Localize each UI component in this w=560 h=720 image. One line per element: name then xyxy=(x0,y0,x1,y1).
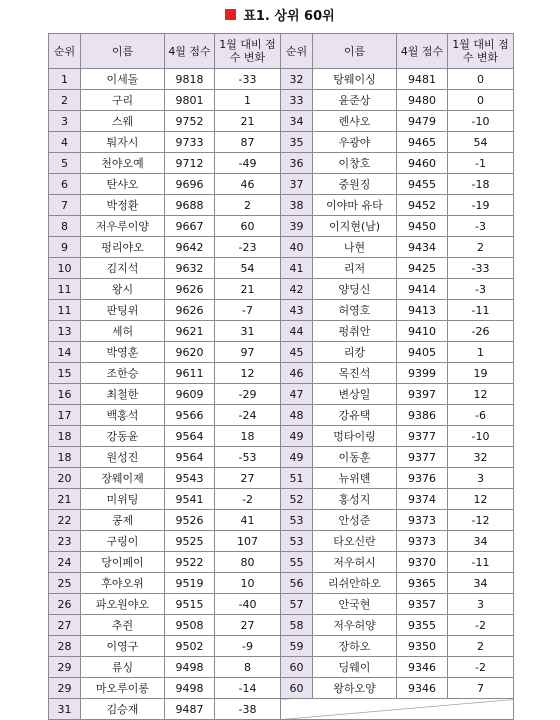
cell-change: 32 xyxy=(448,447,514,468)
cell-name: 양딩신 xyxy=(313,279,397,300)
cell-rank: 57 xyxy=(281,594,313,615)
cell-change: -9 xyxy=(215,636,281,657)
cell-score: 9376 xyxy=(397,468,448,489)
cell-score: 9399 xyxy=(397,363,448,384)
cell-score: 9688 xyxy=(165,195,215,216)
table-row xyxy=(49,426,514,447)
cell-name: 파오원야오 xyxy=(81,594,165,615)
cell-change: -3 xyxy=(448,216,514,237)
cell-score: 9801 xyxy=(165,90,215,111)
cell-rank: 49 xyxy=(281,426,313,447)
table-row xyxy=(49,90,514,111)
cell-name: 멍타이링 xyxy=(313,426,397,447)
cell-score: 9465 xyxy=(397,132,448,153)
cell-rank: 51 xyxy=(281,468,313,489)
cell-change: 3 xyxy=(448,594,514,615)
cell-name: 마오루이롱 xyxy=(81,678,165,699)
cell-rank: 5 xyxy=(49,153,81,174)
cell-change: 8 xyxy=(215,657,281,678)
cell-rank: 53 xyxy=(281,531,313,552)
cell-name: 리저 xyxy=(313,258,397,279)
cell-name: 후야오위 xyxy=(81,573,165,594)
cell-name: 탄샤오 xyxy=(81,174,165,195)
cell-score: 9626 xyxy=(165,300,215,321)
cell-change: 12 xyxy=(215,363,281,384)
header-change: 1월 대비 점수 변화 xyxy=(215,34,281,69)
cell-rank: 32 xyxy=(281,69,313,90)
cell-name: 박영훈 xyxy=(81,342,165,363)
cell-rank: 58 xyxy=(281,615,313,636)
cell-score: 9373 xyxy=(397,531,448,552)
cell-rank: 17 xyxy=(49,405,81,426)
cell-name: 강유택 xyxy=(313,405,397,426)
table-row xyxy=(49,321,514,342)
cell-change: -14 xyxy=(215,678,281,699)
cell-change: -23 xyxy=(215,237,281,258)
cell-name: 리캉 xyxy=(313,342,397,363)
cell-change: -33 xyxy=(448,258,514,279)
cell-change: 19 xyxy=(448,363,514,384)
cell-rank: 15 xyxy=(49,363,81,384)
cell-score: 9566 xyxy=(165,405,215,426)
cell-rank: 48 xyxy=(281,405,313,426)
cell-change: 12 xyxy=(448,489,514,510)
table-row xyxy=(49,132,514,153)
cell-rank: 14 xyxy=(49,342,81,363)
cell-rank: 25 xyxy=(49,573,81,594)
header-rank: 순위 xyxy=(281,34,313,69)
cell-rank: 37 xyxy=(281,174,313,195)
cell-score: 9632 xyxy=(165,258,215,279)
cell-score: 9357 xyxy=(397,594,448,615)
cell-name: 판팅위 xyxy=(81,300,165,321)
cell-name: 이영구 xyxy=(81,636,165,657)
cell-change: 10 xyxy=(215,573,281,594)
cell-name: 스웨 xyxy=(81,111,165,132)
cell-score: 9526 xyxy=(165,510,215,531)
cell-change: 21 xyxy=(215,279,281,300)
cell-change: 87 xyxy=(215,132,281,153)
cell-change: 0 xyxy=(448,69,514,90)
cell-score: 9455 xyxy=(397,174,448,195)
cell-score: 9377 xyxy=(397,447,448,468)
cell-name: 세허 xyxy=(81,321,165,342)
cell-score: 9434 xyxy=(397,237,448,258)
cell-rank: 31 xyxy=(49,699,81,720)
table-row xyxy=(49,237,514,258)
cell-score: 9365 xyxy=(397,573,448,594)
cell-rank: 44 xyxy=(281,321,313,342)
table-row xyxy=(49,216,514,237)
cell-rank: 11 xyxy=(49,300,81,321)
cell-change: 27 xyxy=(215,615,281,636)
cell-rank: 3 xyxy=(49,111,81,132)
cell-name: 나현 xyxy=(313,237,397,258)
cell-score: 9564 xyxy=(165,426,215,447)
cell-rank: 7 xyxy=(49,195,81,216)
cell-score: 9374 xyxy=(397,489,448,510)
header-score: 4월 점수 xyxy=(397,34,448,69)
cell-rank: 6 xyxy=(49,174,81,195)
cell-rank: 59 xyxy=(281,636,313,657)
cell-name: 저우허시 xyxy=(313,552,397,573)
cell-score: 9642 xyxy=(165,237,215,258)
cell-change: 54 xyxy=(448,132,514,153)
cell-change: -49 xyxy=(215,153,281,174)
cell-score: 9522 xyxy=(165,552,215,573)
cell-change: 2 xyxy=(448,237,514,258)
cell-name: 왕하오양 xyxy=(313,678,397,699)
cell-rank: 23 xyxy=(49,531,81,552)
cell-score: 9712 xyxy=(165,153,215,174)
cell-change: -26 xyxy=(448,321,514,342)
cell-score: 9346 xyxy=(397,678,448,699)
ranking-table xyxy=(48,33,514,720)
cell-change: -38 xyxy=(215,699,281,720)
table-row xyxy=(49,489,514,510)
cell-rank: 1 xyxy=(49,69,81,90)
cell-name: 펑리야오 xyxy=(81,237,165,258)
cell-score: 9479 xyxy=(397,111,448,132)
cell-change: 27 xyxy=(215,468,281,489)
table-row xyxy=(49,510,514,531)
cell-rank: 53 xyxy=(281,510,313,531)
cell-rank: 20 xyxy=(49,468,81,489)
cell-rank: 26 xyxy=(49,594,81,615)
cell-change: -10 xyxy=(448,111,514,132)
cell-score: 9346 xyxy=(397,657,448,678)
cell-change: 1 xyxy=(215,90,281,111)
cell-change: 2 xyxy=(215,195,281,216)
table-row xyxy=(49,552,514,573)
cell-change: 0 xyxy=(448,90,514,111)
cell-rank: 18 xyxy=(49,447,81,468)
cell-name: 강동윤 xyxy=(81,426,165,447)
table-row xyxy=(49,678,514,699)
cell-score: 9667 xyxy=(165,216,215,237)
table-caption xyxy=(0,0,560,28)
cell-name: 이동훈 xyxy=(313,447,397,468)
cell-rank: 9 xyxy=(49,237,81,258)
cell-rank: 52 xyxy=(281,489,313,510)
cell-score: 9498 xyxy=(165,657,215,678)
cell-score: 9425 xyxy=(397,258,448,279)
cell-score: 9452 xyxy=(397,195,448,216)
cell-change: 18 xyxy=(215,426,281,447)
table-row xyxy=(49,174,514,195)
cell-name: 원성진 xyxy=(81,447,165,468)
cell-name: 미위팅 xyxy=(81,489,165,510)
table-row xyxy=(49,405,514,426)
cell-change: -3 xyxy=(448,279,514,300)
cell-rank: 33 xyxy=(281,90,313,111)
cell-score: 9611 xyxy=(165,363,215,384)
table-row xyxy=(49,447,514,468)
cell-rank: 16 xyxy=(49,384,81,405)
cell-rank: 41 xyxy=(281,258,313,279)
cell-name: 이창호 xyxy=(313,153,397,174)
cell-score: 9696 xyxy=(165,174,215,195)
cell-change: -2 xyxy=(448,615,514,636)
cell-change: -19 xyxy=(448,195,514,216)
cell-change: 80 xyxy=(215,552,281,573)
cell-change: -29 xyxy=(215,384,281,405)
cell-name: 구링이 xyxy=(81,531,165,552)
cell-name: 콩제 xyxy=(81,510,165,531)
cell-name: 리쉬안하오 xyxy=(313,573,397,594)
cell-score: 9386 xyxy=(397,405,448,426)
table-row xyxy=(49,657,514,678)
cell-score: 9397 xyxy=(397,384,448,405)
cell-name: 구리 xyxy=(81,90,165,111)
cell-name: 장하오 xyxy=(313,636,397,657)
table-row xyxy=(49,384,514,405)
table-row xyxy=(49,300,514,321)
cell-name: 저우루이양 xyxy=(81,216,165,237)
cell-rank: 43 xyxy=(281,300,313,321)
cell-change: 7 xyxy=(448,678,514,699)
cell-score: 9621 xyxy=(165,321,215,342)
cell-name: 롄샤오 xyxy=(313,111,397,132)
cell-change: -12 xyxy=(448,510,514,531)
cell-name: 딩웨이 xyxy=(313,657,397,678)
table-row xyxy=(49,636,514,657)
cell-name: 목진석 xyxy=(313,363,397,384)
cell-name: 최철한 xyxy=(81,384,165,405)
cell-change: 34 xyxy=(448,573,514,594)
cell-rank: 27 xyxy=(49,615,81,636)
cell-score: 9480 xyxy=(397,90,448,111)
table-row xyxy=(49,111,514,132)
cell-rank: 28 xyxy=(49,636,81,657)
cell-change: -1 xyxy=(448,153,514,174)
empty-cell xyxy=(281,699,514,720)
cell-score: 9413 xyxy=(397,300,448,321)
cell-rank: 22 xyxy=(49,510,81,531)
cell-change: 1 xyxy=(448,342,514,363)
cell-name: 이세돌 xyxy=(81,69,165,90)
cell-change: 21 xyxy=(215,111,281,132)
cell-change: -7 xyxy=(215,300,281,321)
cell-name: 홍성지 xyxy=(313,489,397,510)
cell-rank: 11 xyxy=(49,279,81,300)
cell-score: 9752 xyxy=(165,111,215,132)
cell-name: 천야오예 xyxy=(81,153,165,174)
cell-change: 31 xyxy=(215,321,281,342)
table-row xyxy=(49,153,514,174)
cell-rank: 45 xyxy=(281,342,313,363)
cell-rank: 35 xyxy=(281,132,313,153)
cell-score: 9609 xyxy=(165,384,215,405)
cell-change: -6 xyxy=(448,405,514,426)
table-row xyxy=(49,342,514,363)
cell-rank: 8 xyxy=(49,216,81,237)
cell-rank: 13 xyxy=(49,321,81,342)
cell-name: 변상일 xyxy=(313,384,397,405)
cell-rank: 39 xyxy=(281,216,313,237)
cell-score: 9564 xyxy=(165,447,215,468)
header-change: 1월 대비 점수 변화 xyxy=(448,34,514,69)
cell-change: 34 xyxy=(448,531,514,552)
header-score: 4월 점수 xyxy=(165,34,215,69)
header-name: 이름 xyxy=(81,34,165,69)
cell-rank: 18 xyxy=(49,426,81,447)
cell-name: 당이페이 xyxy=(81,552,165,573)
cell-score: 9377 xyxy=(397,426,448,447)
cell-rank: 56 xyxy=(281,573,313,594)
cell-score: 9498 xyxy=(165,678,215,699)
cell-name: 왕시 xyxy=(81,279,165,300)
cell-change: -2 xyxy=(448,657,514,678)
cell-score: 9541 xyxy=(165,489,215,510)
cell-change: -18 xyxy=(448,174,514,195)
cell-score: 9410 xyxy=(397,321,448,342)
cell-name: 추쥔 xyxy=(81,615,165,636)
table-row xyxy=(49,531,514,552)
cell-score: 9626 xyxy=(165,279,215,300)
cell-score: 9525 xyxy=(165,531,215,552)
cell-change: 3 xyxy=(448,468,514,489)
cell-score: 9350 xyxy=(397,636,448,657)
table-row xyxy=(49,69,514,90)
cell-name: 김지석 xyxy=(81,258,165,279)
cell-name: 윤준상 xyxy=(313,90,397,111)
cell-score: 9414 xyxy=(397,279,448,300)
cell-rank: 2 xyxy=(49,90,81,111)
cell-rank: 36 xyxy=(281,153,313,174)
cell-rank: 24 xyxy=(49,552,81,573)
cell-rank: 42 xyxy=(281,279,313,300)
cell-score: 9733 xyxy=(165,132,215,153)
table-row xyxy=(49,594,514,615)
cell-name: 조한승 xyxy=(81,363,165,384)
cell-change: 46 xyxy=(215,174,281,195)
cell-name: 장웨이제 xyxy=(81,468,165,489)
table-row xyxy=(49,615,514,636)
cell-change: 97 xyxy=(215,342,281,363)
cell-score: 9487 xyxy=(165,699,215,720)
cell-rank: 34 xyxy=(281,111,313,132)
cell-change: 41 xyxy=(215,510,281,531)
cell-score: 9620 xyxy=(165,342,215,363)
cell-change: -2 xyxy=(215,489,281,510)
cell-name: 류싱 xyxy=(81,657,165,678)
cell-rank: 29 xyxy=(49,678,81,699)
cell-rank: 47 xyxy=(281,384,313,405)
cell-rank: 29 xyxy=(49,657,81,678)
cell-name: 안국현 xyxy=(313,594,397,615)
cell-name: 김승재 xyxy=(81,699,165,720)
table-title: 표1. 상위 60위 xyxy=(243,8,335,24)
cell-score: 9818 xyxy=(165,69,215,90)
cell-name: 이야마 유타 xyxy=(313,195,397,216)
cell-score: 9515 xyxy=(165,594,215,615)
cell-name: 뉴위톈 xyxy=(313,468,397,489)
table-row xyxy=(49,363,514,384)
table-row xyxy=(49,258,514,279)
cell-rank: 21 xyxy=(49,489,81,510)
cell-name: 퉈자시 xyxy=(81,132,165,153)
cell-score: 9355 xyxy=(397,615,448,636)
cell-score: 9508 xyxy=(165,615,215,636)
cell-change: -24 xyxy=(215,405,281,426)
cell-rank: 55 xyxy=(281,552,313,573)
cell-rank: 40 xyxy=(281,237,313,258)
cell-rank: 38 xyxy=(281,195,313,216)
cell-score: 9519 xyxy=(165,573,215,594)
cell-name: 중원징 xyxy=(313,174,397,195)
cell-score: 9405 xyxy=(397,342,448,363)
cell-name: 저우허양 xyxy=(313,615,397,636)
cell-name: 허영호 xyxy=(313,300,397,321)
cell-change: 54 xyxy=(215,258,281,279)
cell-rank: 60 xyxy=(281,657,313,678)
header-row xyxy=(49,34,514,69)
cell-score: 9481 xyxy=(397,69,448,90)
cell-name: 우광야 xyxy=(313,132,397,153)
cell-change: -11 xyxy=(448,552,514,573)
header-rank: 순위 xyxy=(49,34,81,69)
cell-change: -53 xyxy=(215,447,281,468)
cell-change: -40 xyxy=(215,594,281,615)
cell-score: 9502 xyxy=(165,636,215,657)
cell-score: 9543 xyxy=(165,468,215,489)
cell-change: -33 xyxy=(215,69,281,90)
cell-change: -11 xyxy=(448,300,514,321)
cell-rank: 10 xyxy=(49,258,81,279)
cell-name: 탕웨이싱 xyxy=(313,69,397,90)
table-row xyxy=(49,195,514,216)
cell-score: 9460 xyxy=(397,153,448,174)
cell-change: 107 xyxy=(215,531,281,552)
table-row xyxy=(49,468,514,489)
cell-score: 9450 xyxy=(397,216,448,237)
cell-name: 백홍석 xyxy=(81,405,165,426)
cell-change: 12 xyxy=(448,384,514,405)
header-name: 이름 xyxy=(313,34,397,69)
cell-change: 2 xyxy=(448,636,514,657)
table-row xyxy=(49,279,514,300)
red-square-icon xyxy=(225,9,236,20)
cell-name: 타오신란 xyxy=(313,531,397,552)
cell-score: 9370 xyxy=(397,552,448,573)
cell-rank: 49 xyxy=(281,447,313,468)
cell-change: -10 xyxy=(448,426,514,447)
cell-rank: 46 xyxy=(281,363,313,384)
table-row xyxy=(49,573,514,594)
cell-name: 펑취안 xyxy=(313,321,397,342)
cell-rank: 4 xyxy=(49,132,81,153)
cell-score: 9373 xyxy=(397,510,448,531)
cell-name: 안성준 xyxy=(313,510,397,531)
cell-change: 60 xyxy=(215,216,281,237)
table-row xyxy=(49,699,514,720)
cell-name: 이지현(남) xyxy=(313,216,397,237)
cell-name: 박정환 xyxy=(81,195,165,216)
cell-rank: 60 xyxy=(281,678,313,699)
